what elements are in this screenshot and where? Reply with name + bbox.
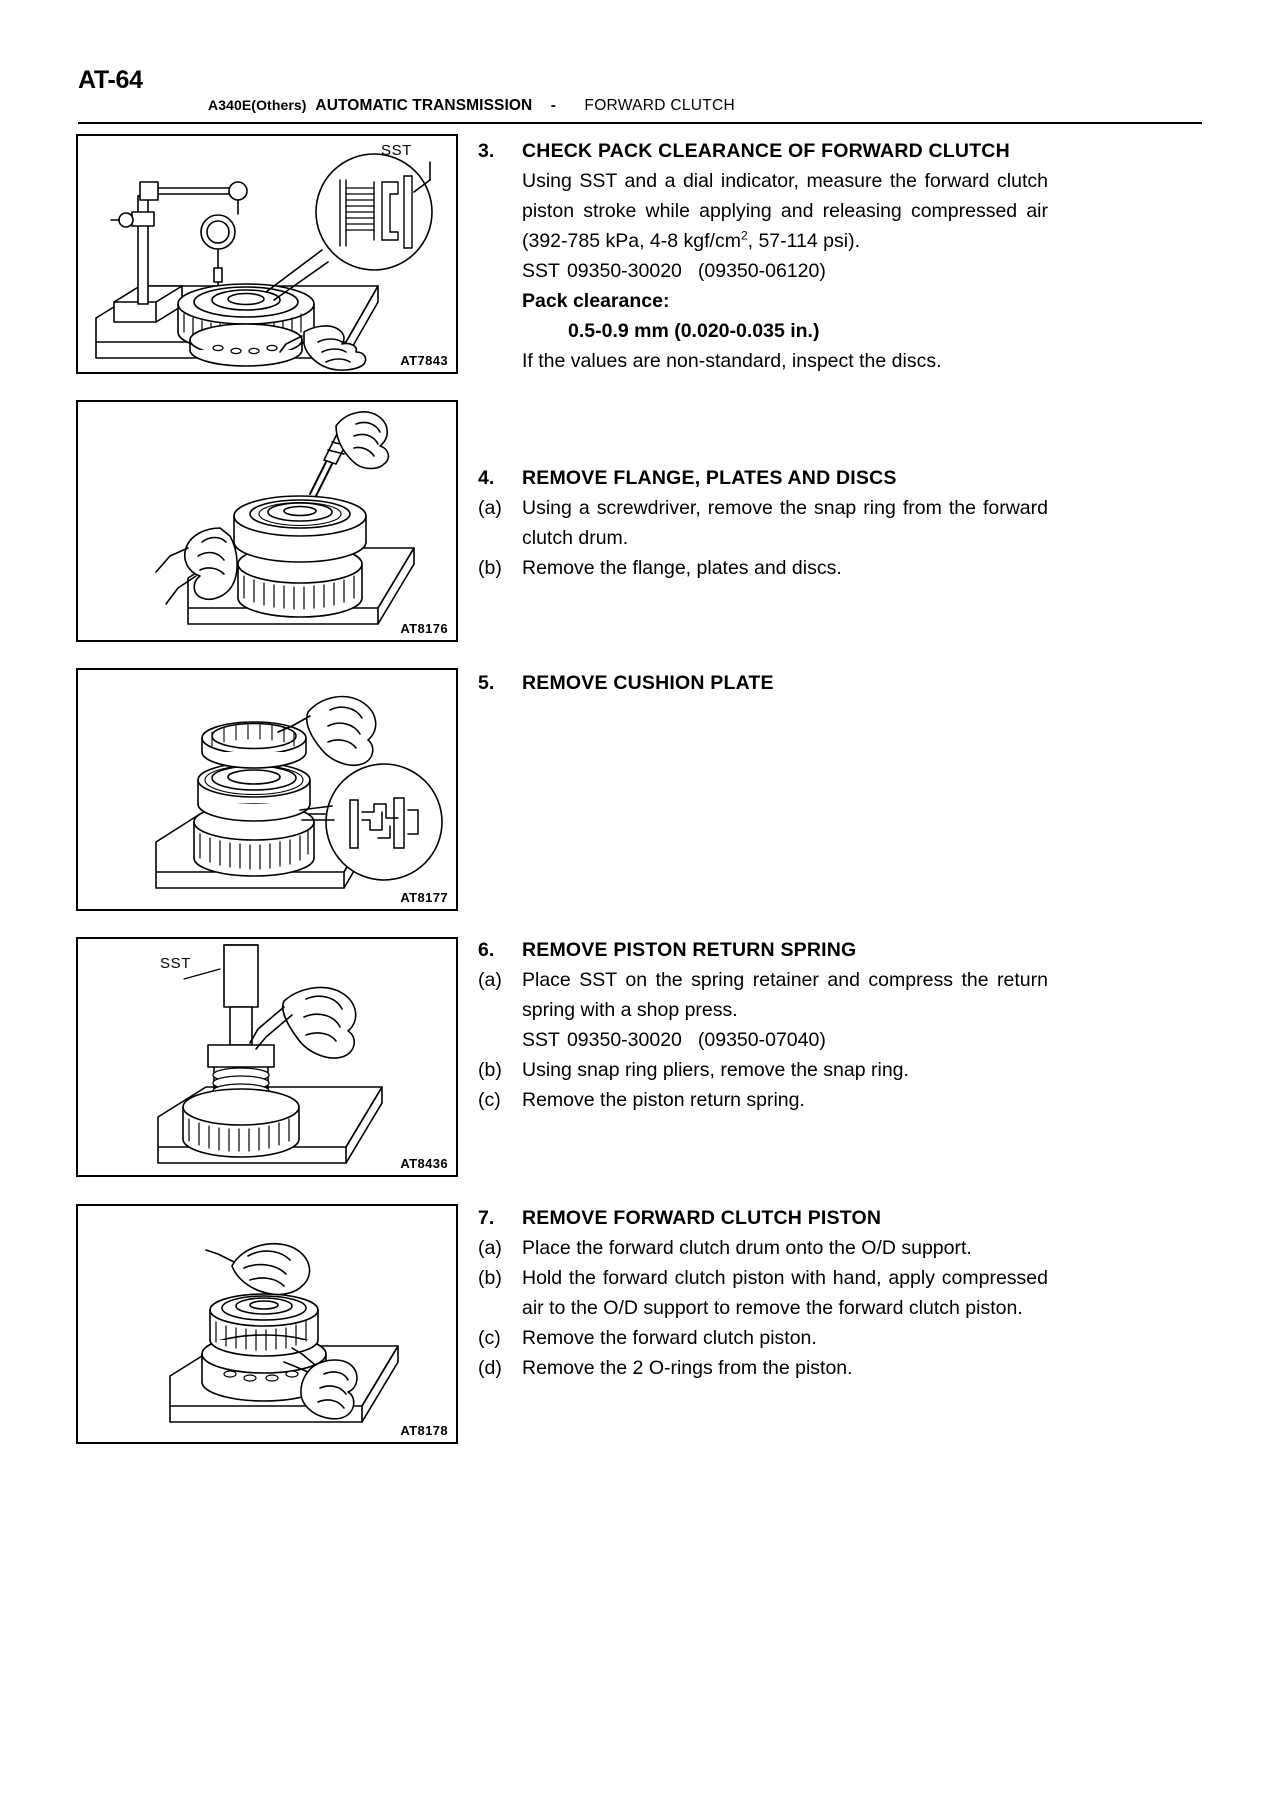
figure4-sst-label: SST bbox=[160, 955, 191, 972]
step-6-item-c bbox=[478, 1085, 1048, 1115]
sst-alt-number: (09350-06120) bbox=[697, 260, 826, 282]
figure3-code: AT8177 bbox=[400, 890, 448, 905]
figure-at8178 bbox=[76, 1204, 458, 1444]
step-3 bbox=[478, 136, 1048, 376]
step-6-item-b-label: (b) bbox=[478, 1059, 502, 1081]
step-6-item-a-text: Place SST on the spring retainer and compress the return spring with a shop press. bbox=[522, 969, 1048, 1021]
step-4-title: REMOVE FLANGE, PLATES AND DISCS bbox=[522, 467, 897, 489]
figure2-code: AT8176 bbox=[400, 621, 448, 636]
header-rule bbox=[78, 122, 1202, 124]
step-6-item-c-label: (c) bbox=[478, 1089, 501, 1111]
step-5-heading bbox=[478, 668, 1048, 698]
step-4-item-b-label: (b) bbox=[478, 557, 502, 579]
step-4-item-b bbox=[478, 553, 1048, 583]
page-header bbox=[208, 97, 735, 115]
step-6-item-b bbox=[478, 1055, 1048, 1085]
step-7 bbox=[478, 1203, 1048, 1383]
figure-at8177 bbox=[76, 668, 458, 911]
figure3-illustration bbox=[78, 670, 456, 909]
figure-at8436 bbox=[76, 937, 458, 1177]
figure1-illustration bbox=[78, 136, 456, 372]
step-3-number: 3. bbox=[478, 140, 495, 162]
sst-alt-number: (09350-07040) bbox=[697, 1029, 826, 1051]
step-6 bbox=[478, 935, 1048, 1115]
sst-label: SST bbox=[522, 260, 560, 282]
step-5 bbox=[478, 668, 1048, 698]
step-6-number: 6. bbox=[478, 939, 495, 961]
sst-number: 09350-30020 bbox=[566, 260, 682, 282]
step-6-item-a-label: (a) bbox=[478, 969, 502, 991]
page-number: AT-64 bbox=[78, 66, 143, 94]
step-6-sst-line bbox=[522, 1025, 1048, 1055]
step-3-paragraph: Using SST and a dial indicator, measure the forward clutch piston stroke while applying and releasing compressed air (392-785 kPa, 4-8 kgf/$cm^2$, 57-114 psi). bbox=[522, 170, 1048, 252]
figure-at7843 bbox=[76, 134, 458, 374]
step-5-title: REMOVE CUSHION PLATE bbox=[522, 672, 774, 694]
header-separator: - bbox=[550, 97, 556, 114]
sst-label: SST bbox=[522, 1029, 560, 1051]
step-6-title: REMOVE PISTON RETURN SPRING bbox=[522, 939, 857, 961]
step-7-title: REMOVE FORWARD CLUTCH PISTON bbox=[522, 1207, 882, 1229]
step-6-heading bbox=[478, 935, 1048, 965]
step-4-item-a bbox=[478, 493, 1048, 553]
step-7-item-c-label: (c) bbox=[478, 1327, 501, 1349]
figure-at8176 bbox=[76, 400, 458, 642]
step-3-title: CHECK PACK CLEARANCE OF FORWARD CLUTCH bbox=[522, 140, 1010, 162]
step-4-item-a-text: Using a screwdriver, remove the snap ring from the forward clutch drum. bbox=[522, 497, 1048, 549]
step-4-heading bbox=[478, 463, 1048, 493]
step-5-number: 5. bbox=[478, 672, 495, 694]
step-3-heading bbox=[478, 136, 1048, 376]
step-7-item-b bbox=[478, 1263, 1048, 1323]
step-7-item-d bbox=[478, 1353, 1048, 1383]
step-7-item-c-text: Remove the forward clutch piston. bbox=[522, 1327, 817, 1349]
figure2-illustration bbox=[78, 402, 456, 640]
step-6-item-b-text: Using snap ring pliers, remove the snap ring. bbox=[522, 1059, 909, 1081]
pack-clearance-label: Pack clearance: bbox=[522, 290, 670, 312]
step-7-item-d-text: Remove the 2 O-rings from the piston. bbox=[522, 1357, 853, 1379]
header-section: FORWARD CLUTCH bbox=[584, 97, 736, 114]
step-4-item-a-label: (a) bbox=[478, 497, 502, 519]
figure1-sst-label: SST bbox=[381, 142, 412, 159]
step-7-item-b-label: (b) bbox=[478, 1267, 502, 1289]
step-4-item-b-text: Remove the flange, plates and discs. bbox=[522, 557, 842, 579]
step-6-item-c-text: Remove the piston return spring. bbox=[522, 1089, 805, 1111]
step-6-item-a bbox=[478, 965, 1048, 1055]
step-4-number: 4. bbox=[478, 467, 495, 489]
step-4 bbox=[478, 463, 1048, 583]
step-3-note: If the values are non-standard, inspect the discs. bbox=[522, 350, 942, 372]
step-7-item-b-text: Hold the forward clutch piston with hand, apply compressed air to the O/D support to remove the forward clutch piston. bbox=[522, 1267, 1048, 1319]
figure4-code: AT8436 bbox=[400, 1156, 448, 1171]
step-7-item-a-label: (a) bbox=[478, 1237, 502, 1259]
figure4-illustration bbox=[78, 939, 456, 1175]
step-7-heading bbox=[478, 1203, 1048, 1233]
pack-clearance-value: 0.5-0.9 mm (0.020-0.035 in.) bbox=[568, 320, 820, 342]
step-7-item-a-text: Place the forward clutch drum onto the O/D support. bbox=[522, 1237, 972, 1259]
header-system: AUTOMATIC TRANSMISSION bbox=[315, 97, 533, 114]
figure5-illustration bbox=[78, 1206, 456, 1442]
step-7-item-c bbox=[478, 1323, 1048, 1353]
figure1-code: AT7843 bbox=[400, 353, 448, 368]
header-model: A340E(Others) bbox=[208, 97, 307, 113]
step-7-number: 7. bbox=[478, 1207, 495, 1229]
step-3-sst-line bbox=[522, 256, 1048, 286]
step-7-item-a bbox=[478, 1233, 1048, 1263]
step-7-item-d-label: (d) bbox=[478, 1357, 502, 1379]
sst-number: 09350-30020 bbox=[566, 1029, 682, 1051]
figure5-code: AT8178 bbox=[400, 1423, 448, 1438]
